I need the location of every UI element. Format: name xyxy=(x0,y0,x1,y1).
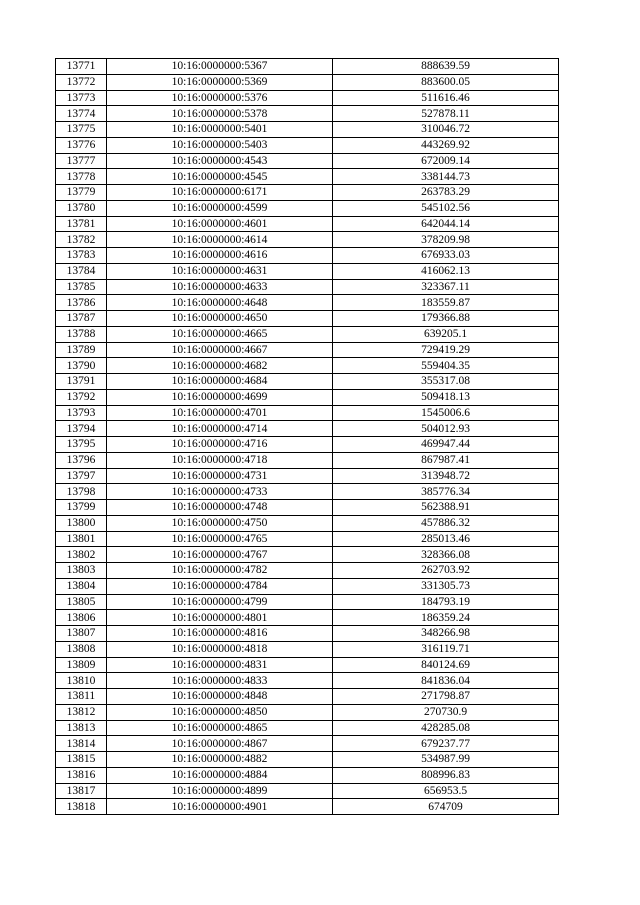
cadastral-number-cell: 10:16:0000000:4765 xyxy=(107,531,333,547)
table-row xyxy=(56,626,559,642)
cadastral-number-cell: 10:16:0000000:5401 xyxy=(107,122,333,138)
cadastral-number-cell: 10:16:0000000:4699 xyxy=(107,389,333,405)
cadastral-number-cell: 10:16:0000000:4784 xyxy=(107,578,333,594)
table-row xyxy=(56,90,559,106)
row-number-cell: 13806 xyxy=(56,610,107,626)
value-cell: 285013.46 xyxy=(333,531,559,547)
table-row xyxy=(56,421,559,437)
cadastral-number-cell: 10:16:0000000:4665 xyxy=(107,326,333,342)
value-cell: 867987.41 xyxy=(333,452,559,468)
value-cell: 841836.04 xyxy=(333,673,559,689)
table-row xyxy=(56,169,559,185)
value-cell: 270730.9 xyxy=(333,704,559,720)
cadastral-number-cell: 10:16:0000000:5403 xyxy=(107,137,333,153)
table-row xyxy=(56,122,559,138)
cadastral-number-cell: 10:16:0000000:4867 xyxy=(107,736,333,752)
row-number-cell: 13803 xyxy=(56,563,107,579)
cadastral-number-cell: 10:16:0000000:4831 xyxy=(107,657,333,673)
table-row xyxy=(56,799,559,815)
cadastral-number-cell: 10:16:0000000:4684 xyxy=(107,374,333,390)
row-number-cell: 13817 xyxy=(56,783,107,799)
value-cell: 348266.98 xyxy=(333,626,559,642)
value-cell: 639205.1 xyxy=(333,326,559,342)
table-row xyxy=(56,783,559,799)
cadastral-number-cell: 10:16:0000000:4667 xyxy=(107,342,333,358)
value-cell: 504012.93 xyxy=(333,421,559,437)
row-number-cell: 13772 xyxy=(56,74,107,90)
cadastral-number-cell: 10:16:0000000:4614 xyxy=(107,232,333,248)
row-number-cell: 13771 xyxy=(56,59,107,75)
table-row xyxy=(56,657,559,673)
cadastral-number-cell: 10:16:0000000:4801 xyxy=(107,610,333,626)
cadastral-number-cell: 10:16:0000000:4782 xyxy=(107,563,333,579)
value-cell: 323367.11 xyxy=(333,279,559,295)
cadastral-number-cell: 10:16:0000000:5369 xyxy=(107,74,333,90)
value-cell: 184793.19 xyxy=(333,594,559,610)
row-number-cell: 13816 xyxy=(56,767,107,783)
row-number-cell: 13780 xyxy=(56,200,107,216)
table-row xyxy=(56,248,559,264)
table-row xyxy=(56,74,559,90)
cadastral-number-cell: 10:16:0000000:4631 xyxy=(107,263,333,279)
value-cell: 534987.99 xyxy=(333,752,559,768)
cadastral-number-cell: 10:16:0000000:4799 xyxy=(107,594,333,610)
value-cell: 328366.08 xyxy=(333,547,559,563)
table-row xyxy=(56,326,559,342)
table-row xyxy=(56,405,559,421)
row-number-cell: 13804 xyxy=(56,578,107,594)
cadastral-number-cell: 10:16:0000000:4716 xyxy=(107,437,333,453)
value-cell: 416062.13 xyxy=(333,263,559,279)
cadastral-number-cell: 10:16:0000000:4884 xyxy=(107,767,333,783)
row-number-cell: 13785 xyxy=(56,279,107,295)
table-row xyxy=(56,216,559,232)
table-row xyxy=(56,279,559,295)
cadastral-number-cell: 10:16:0000000:4848 xyxy=(107,689,333,705)
value-cell: 1545006.6 xyxy=(333,405,559,421)
row-number-cell: 13781 xyxy=(56,216,107,232)
value-cell: 562388.91 xyxy=(333,500,559,516)
table-row xyxy=(56,704,559,720)
table-row xyxy=(56,500,559,516)
value-cell: 385776.34 xyxy=(333,484,559,500)
row-number-cell: 13807 xyxy=(56,626,107,642)
value-cell: 674709 xyxy=(333,799,559,815)
value-cell: 672009.14 xyxy=(333,153,559,169)
cadastral-number-cell: 10:16:0000000:4750 xyxy=(107,515,333,531)
value-cell: 316119.71 xyxy=(333,641,559,657)
cadastral-number-cell: 10:16:0000000:4748 xyxy=(107,500,333,516)
table-row xyxy=(56,389,559,405)
table-row xyxy=(56,59,559,75)
value-cell: 310046.72 xyxy=(333,122,559,138)
row-number-cell: 13799 xyxy=(56,500,107,516)
cadastral-number-cell: 10:16:0000000:4718 xyxy=(107,452,333,468)
table-row xyxy=(56,689,559,705)
cadastral-number-cell: 10:16:0000000:4882 xyxy=(107,752,333,768)
table-row xyxy=(56,484,559,500)
row-number-cell: 13794 xyxy=(56,421,107,437)
row-number-cell: 13810 xyxy=(56,673,107,689)
row-number-cell: 13797 xyxy=(56,468,107,484)
table-row xyxy=(56,311,559,327)
value-cell: 545102.56 xyxy=(333,200,559,216)
value-cell: 808996.83 xyxy=(333,767,559,783)
row-number-cell: 13773 xyxy=(56,90,107,106)
value-cell: 378209.98 xyxy=(333,232,559,248)
cadastral-number-cell: 10:16:0000000:5367 xyxy=(107,59,333,75)
cadastral-number-cell: 10:16:0000000:4648 xyxy=(107,295,333,311)
value-cell: 656953.5 xyxy=(333,783,559,799)
value-cell: 883600.05 xyxy=(333,74,559,90)
row-number-cell: 13783 xyxy=(56,248,107,264)
value-cell: 511616.46 xyxy=(333,90,559,106)
cadastral-number-cell: 10:16:0000000:4767 xyxy=(107,547,333,563)
table-row xyxy=(56,200,559,216)
table-row xyxy=(56,578,559,594)
value-cell: 888639.59 xyxy=(333,59,559,75)
value-cell: 355317.08 xyxy=(333,374,559,390)
table-row xyxy=(56,185,559,201)
cadastral-number-cell: 10:16:0000000:4682 xyxy=(107,358,333,374)
value-cell: 840124.69 xyxy=(333,657,559,673)
value-cell: 338144.73 xyxy=(333,169,559,185)
table-row xyxy=(56,342,559,358)
cadastral-number-cell: 10:16:0000000:4601 xyxy=(107,216,333,232)
cadastral-number-cell: 10:16:0000000:4731 xyxy=(107,468,333,484)
value-cell: 183559.87 xyxy=(333,295,559,311)
row-number-cell: 13796 xyxy=(56,452,107,468)
row-number-cell: 13791 xyxy=(56,374,107,390)
table-row xyxy=(56,452,559,468)
cadastral-number-cell: 10:16:0000000:4701 xyxy=(107,405,333,421)
row-number-cell: 13782 xyxy=(56,232,107,248)
cadastral-number-cell: 10:16:0000000:6171 xyxy=(107,185,333,201)
cadastral-number-cell: 10:16:0000000:4599 xyxy=(107,200,333,216)
value-cell: 469947.44 xyxy=(333,437,559,453)
value-cell: 527878.11 xyxy=(333,106,559,122)
table-row xyxy=(56,137,559,153)
value-cell: 271798.87 xyxy=(333,689,559,705)
data-table xyxy=(55,58,559,815)
cadastral-number-cell: 10:16:0000000:4901 xyxy=(107,799,333,815)
row-number-cell: 13775 xyxy=(56,122,107,138)
table-body xyxy=(56,59,559,815)
table-row xyxy=(56,563,559,579)
row-number-cell: 13774 xyxy=(56,106,107,122)
cadastral-number-cell: 10:16:0000000:4833 xyxy=(107,673,333,689)
row-number-cell: 13790 xyxy=(56,358,107,374)
row-number-cell: 13805 xyxy=(56,594,107,610)
cadastral-number-cell: 10:16:0000000:4818 xyxy=(107,641,333,657)
table-row xyxy=(56,767,559,783)
value-cell: 729419.29 xyxy=(333,342,559,358)
row-number-cell: 13792 xyxy=(56,389,107,405)
value-cell: 457886.32 xyxy=(333,515,559,531)
table-row xyxy=(56,374,559,390)
table-row xyxy=(56,752,559,768)
row-number-cell: 13793 xyxy=(56,405,107,421)
table-row xyxy=(56,106,559,122)
cadastral-number-cell: 10:16:0000000:5378 xyxy=(107,106,333,122)
row-number-cell: 13776 xyxy=(56,137,107,153)
value-cell: 676933.03 xyxy=(333,248,559,264)
row-number-cell: 13813 xyxy=(56,720,107,736)
value-cell: 186359.24 xyxy=(333,610,559,626)
row-number-cell: 13798 xyxy=(56,484,107,500)
value-cell: 509418.13 xyxy=(333,389,559,405)
row-number-cell: 13778 xyxy=(56,169,107,185)
table-row xyxy=(56,153,559,169)
cadastral-number-cell: 10:16:0000000:4543 xyxy=(107,153,333,169)
table-row xyxy=(56,736,559,752)
row-number-cell: 13815 xyxy=(56,752,107,768)
value-cell: 313948.72 xyxy=(333,468,559,484)
row-number-cell: 13802 xyxy=(56,547,107,563)
value-cell: 263783.29 xyxy=(333,185,559,201)
cadastral-number-cell: 10:16:0000000:4650 xyxy=(107,311,333,327)
cadastral-number-cell: 10:16:0000000:5376 xyxy=(107,90,333,106)
value-cell: 679237.77 xyxy=(333,736,559,752)
value-cell: 428285.08 xyxy=(333,720,559,736)
row-number-cell: 13818 xyxy=(56,799,107,815)
cadastral-number-cell: 10:16:0000000:4545 xyxy=(107,169,333,185)
value-cell: 262703.92 xyxy=(333,563,559,579)
table-row xyxy=(56,594,559,610)
row-number-cell: 13811 xyxy=(56,689,107,705)
row-number-cell: 13814 xyxy=(56,736,107,752)
cadastral-number-cell: 10:16:0000000:4616 xyxy=(107,248,333,264)
value-cell: 642044.14 xyxy=(333,216,559,232)
value-cell: 331305.73 xyxy=(333,578,559,594)
row-number-cell: 13795 xyxy=(56,437,107,453)
table-row xyxy=(56,468,559,484)
table-row xyxy=(56,515,559,531)
cadastral-number-cell: 10:16:0000000:4733 xyxy=(107,484,333,500)
table-row xyxy=(56,547,559,563)
row-number-cell: 13777 xyxy=(56,153,107,169)
row-number-cell: 13787 xyxy=(56,311,107,327)
cadastral-number-cell: 10:16:0000000:4633 xyxy=(107,279,333,295)
cadastral-number-cell: 10:16:0000000:4816 xyxy=(107,626,333,642)
row-number-cell: 13789 xyxy=(56,342,107,358)
table-row xyxy=(56,641,559,657)
cadastral-number-cell: 10:16:0000000:4850 xyxy=(107,704,333,720)
table-row xyxy=(56,437,559,453)
table-row xyxy=(56,673,559,689)
table-row xyxy=(56,295,559,311)
cadastral-number-cell: 10:16:0000000:4899 xyxy=(107,783,333,799)
table-row xyxy=(56,358,559,374)
table-row xyxy=(56,531,559,547)
table-row xyxy=(56,263,559,279)
row-number-cell: 13788 xyxy=(56,326,107,342)
value-cell: 179366.88 xyxy=(333,311,559,327)
row-number-cell: 13800 xyxy=(56,515,107,531)
value-cell: 443269.92 xyxy=(333,137,559,153)
row-number-cell: 13809 xyxy=(56,657,107,673)
row-number-cell: 13779 xyxy=(56,185,107,201)
table-row xyxy=(56,610,559,626)
cadastral-number-cell: 10:16:0000000:4714 xyxy=(107,421,333,437)
row-number-cell: 13812 xyxy=(56,704,107,720)
row-number-cell: 13801 xyxy=(56,531,107,547)
table-row xyxy=(56,232,559,248)
value-cell: 559404.35 xyxy=(333,358,559,374)
cadastral-number-cell: 10:16:0000000:4865 xyxy=(107,720,333,736)
row-number-cell: 13786 xyxy=(56,295,107,311)
table-row xyxy=(56,720,559,736)
row-number-cell: 13808 xyxy=(56,641,107,657)
row-number-cell: 13784 xyxy=(56,263,107,279)
